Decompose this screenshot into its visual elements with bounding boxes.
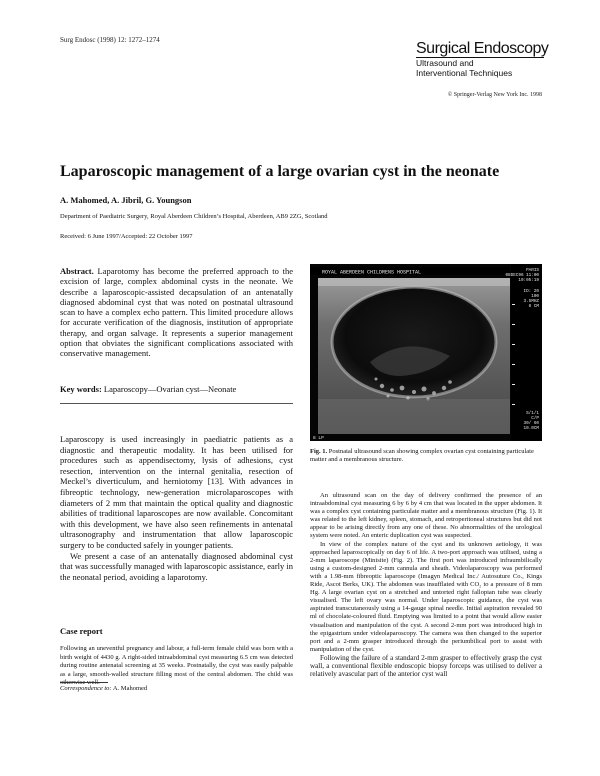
abstract [60, 266, 293, 359]
svg-text:10.0CM: 10.0CM [523, 426, 539, 431]
keywords-divider [60, 403, 293, 404]
svg-text:C/P: C/P [531, 416, 539, 421]
right-paragraph-1: An ultrasound scan on the day of delivery confirmed the presence of an intraabdominal cyst measuring 6 by 6 by 4 cm that was located in the upper abdomen. It was a complex cyst containing particulate matter and a membranous structure (Fig. 1). It was related to the left kidney, spleen, stomach, and retroperitoneal structures but did not appear to be arising directly from any one of these. No abnormalities of the urological system were noted. An enteric duplication cyst was suspected. [310, 492, 542, 540]
journal-name: Surgical Endoscopy [416, 40, 549, 57]
journal-subtitle [416, 59, 512, 78]
right-paragraph-2: In view of the complex nature of the cyst and its unknown aetiology, it was approached laparoscopically on day 6 of life. A two-port approach was utilised, using a 2-mm laparoscope (Minisite) (Fig. 2). The first port was introduced infraumbilically using a custom-designed 2-mm cannula and sheath. Videolaparoscopy was performed with a 1.98-mm fibreoptic laparoscope (Imagyn Medical Inc./ Autosuture Co., Kings Ride, Ascot Berks, UK). The abdomen was insufflated with CO₂ to a pressure of 8 mm Hg. A large ovarian cyst on a stretched and untorted right fallopian tube was clearly visualised. The left ovary was normal. Under laparoscopic guidance, the cyst was aspirated transcutaneously using a 14-gauge spinal needle. Initial aspiration revealed 90 ml of chocolate-coloured fluid. Emptying was limited to a point that would allow easier visualisation and manipulation of the cyst. A second 2-mm port was introduced high in the epigastrium under videolaparoscopy. The camera was then changed to the superior port and a 2-mm grasper introduced through the periumbilical port to assist with manipulation of the cyst. [310, 540, 542, 653]
received-dates: Received: 6 June 1997/Accepted: 22 October 1997 [60, 233, 193, 240]
svg-text:08DEC96 11:00: 08DEC96 11:00 [505, 273, 539, 278]
introduction [60, 434, 293, 582]
correspondence-name: A. Mahomed [112, 685, 148, 692]
intro-paragraph-2: We present a case of an antenatally diagnosed abdominal cyst that was successfully managed with laparoscopic assistance, early in the neonatal period, avoiding a laparotomy. [60, 550, 293, 582]
correspondence-note [60, 685, 147, 692]
svg-text:30/ 60: 30/ 60 [523, 421, 539, 426]
svg-text:ID: 20: ID: 20 [523, 289, 539, 294]
svg-text:100: 100 [531, 294, 539, 299]
svg-text:8 CM: 8 CM [528, 304, 539, 309]
scanner-info-bottom [524, 411, 540, 431]
ultrasound-image [310, 264, 542, 441]
abstract-text: Laparotomy has become the preferred approach to the excision of large, complex abdominal cysts in the neonate. We describe a laparoscopic-assisted decapsulation of an antenatally diagnosed abdominal cyst that was noted on postnatal ultrasound scan to have a complex echo pattern. This limited procedure allows for accurate verification of the diagnosis, institution of appropriate therapy, and organ salvage. It represents a superior management option that obviates the significant complications associated with conservative management. [60, 266, 293, 359]
ultrasound-figure [310, 264, 542, 441]
right-paragraph-3: Following the failure of a standard 2-mm grasper to effectively grasp the cyst wall, a conventional flexible endoscopic biopsy forceps was utilised to deliver a relatively avascular part of the anterior cyst wall [310, 653, 542, 679]
case-report-heading: Case report [60, 626, 103, 636]
corner-label: 8 LP [313, 436, 324, 441]
abstract-label: Abstract. [60, 266, 94, 276]
intro-paragraph-1: Laparoscopy is used increasingly in paediatric patients as a diagnostic and therapeutic modality. It has been utilised for procedures such as appendisectomy, lysis of adhesions, cyst resection, intervention on the internal genitalia, resection of Meckel’s diverticulum, and herniotomy [13]. With advances in fibreoptic technology, new-generation microlaparoscopes with diameters of 2 mm that maintain the optical quality and diagnostic abilities of traditional laparoscopes are now available. Concomitant with this development, we have also seen refinements in antenatal ultrasonography and instrumentation that allow laparoscopic surgery to be conducted safely in younger patients. [60, 434, 293, 550]
figure-caption-label: Fig. 1. [310, 448, 328, 455]
article-title: Laparoscopic management of a large ovarian cyst in the neonate [60, 163, 500, 180]
footnote-rule [60, 682, 108, 683]
svg-text:S/1/1: S/1/1 [526, 411, 539, 416]
keywords [60, 384, 293, 395]
journal-subtitle-line-2: Interventional Techniques [416, 67, 513, 78]
correspondence-label: Correspondence to: [60, 685, 112, 692]
case-report-continued [310, 492, 542, 678]
case-report-text: Following an uneventful pregnancy and labour, a full-term female child was born with a birth weight of 4430 g. A right-sided intraabdominal cyst measuring 6.5 cm was detected during routine antenatal screening at 35 weeks. Postnatally, the cyst was easily palpable as a large, smooth-walled structure filling most of the central abdomen. The child was [60, 645, 293, 678]
author-affiliation: Department of Paediatric Surgery, Royal Aberdeen Children’s Hospital, Aberdeen, AB9 2ZG, Scotland [60, 213, 328, 220]
journal-citation: Surg Endosc (1998) 12: 1272–1274 [60, 36, 160, 44]
svg-text:10:05:19: 10:05:19 [518, 278, 539, 283]
figure-caption-text: Postnatal ultrasound scan showing complex ovarian cyst containing particulate matter and a membranous structure. [310, 448, 534, 464]
figure-caption [310, 448, 542, 465]
article-authors: A. Mahomed, A. Jibril, G. Youngson [60, 195, 192, 205]
copyright-notice: © Springer-Verlag New York Inc. 1998 [447, 92, 542, 98]
svg-text:3.5MHZ: 3.5MHZ [523, 299, 539, 304]
keywords-text: Laparoscopy—Ovarian cyst—Neonate [103, 384, 237, 394]
hospital-banner: ROYAL ABERDEEN CHILDRENS HOSPITAL [322, 269, 422, 276]
journal-subtitle-line-1: Ultrasound and [416, 58, 474, 68]
keywords-label: Key words: [60, 384, 102, 394]
svg-text:PARIS: PARIS [526, 268, 539, 273]
